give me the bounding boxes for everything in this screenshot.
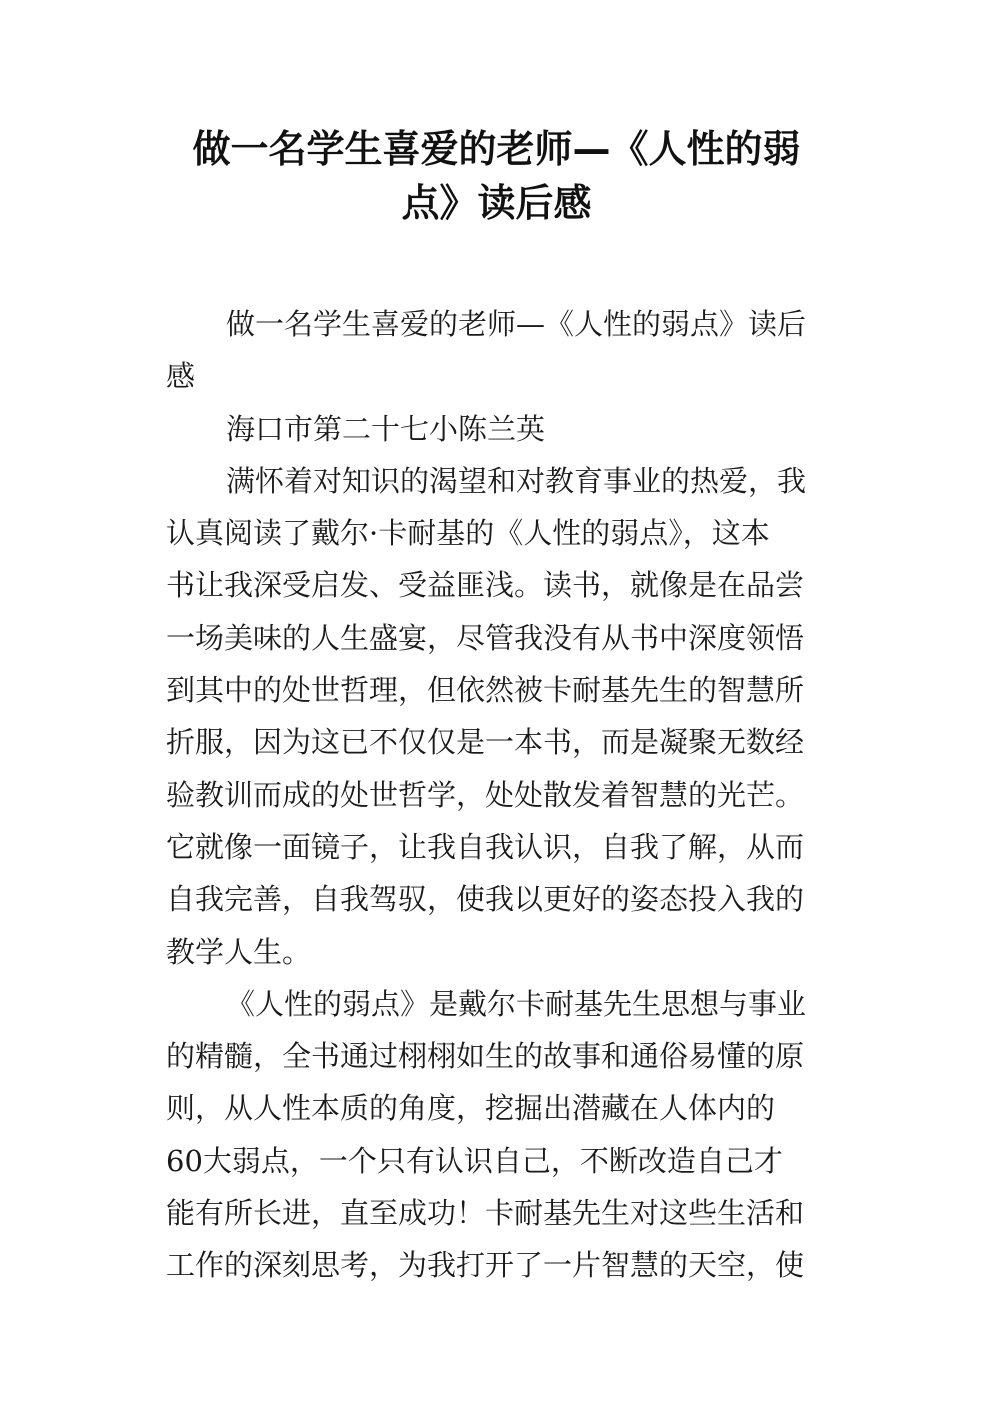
document-body	[166, 298, 830, 1292]
author-line: 海口市第二十七小陈兰英	[226, 411, 546, 446]
document-title	[150, 122, 843, 230]
body-line: 做一名学生喜爱的老师—《人性的弱点》读后	[226, 307, 807, 341]
body-line: 60大弱点，一个只有认识自己，不断改造自己才	[166, 1143, 783, 1178]
title-line-2: 点》读后感	[401, 181, 592, 225]
title-line-1: 做一名学生喜爱的老师—《人性的弱	[192, 127, 801, 171]
body-line: 认真阅读了戴尔·卡耐基的《人性的弱点》，这本	[166, 516, 770, 551]
body-line: 的精髓，全书通过栩栩如生的故事和通俗易懂的原	[166, 1039, 805, 1074]
body-line: 一场美味的人生盛宴，尽管我没有从书中深度领悟	[166, 620, 805, 655]
body-line: 感	[166, 359, 196, 394]
body-line: 教学人生。	[166, 934, 312, 969]
body-line: 则，从人性本质的角度，挖掘出潜藏在人体内的	[166, 1091, 776, 1126]
body-line: 《人性的弱点》是戴尔卡耐基先生思想与事业	[226, 986, 807, 1021]
body-line: 验教训而成的处世哲学，处处散发着智慧的光芒。	[166, 777, 805, 812]
body-line: 到其中的处世哲理，但依然被卡耐基先生的智慧所	[166, 673, 805, 708]
body-line: 它就像一面镜子，让我自我认识，自我了解，从而	[166, 829, 805, 864]
body-line: 能有所长进，直至成功！卡耐基先生对这些生活和	[166, 1196, 805, 1231]
body-line: 折服，因为这已不仅仅是一本书，而是凝聚无数经	[166, 725, 805, 760]
body-line: 自我完善，自我驾驭，使我以更好的姿态投入我的	[166, 882, 805, 917]
body-line: 书让我深受启发、受益匪浅。读书，就像是在品尝	[166, 568, 805, 603]
body-line: 满怀着对知识的渴望和对教育事业的热爱，我	[226, 463, 807, 498]
body-line: 工作的深刻思考，为我打开了一片智慧的天空，使	[166, 1248, 805, 1283]
